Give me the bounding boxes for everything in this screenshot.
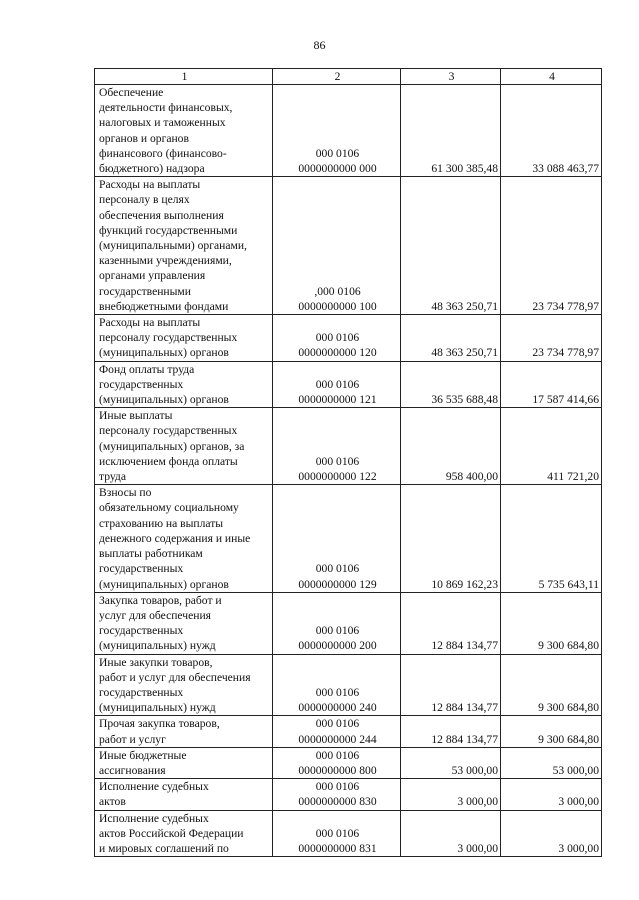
amount-approved: 12 884 134,77 <box>401 592 501 654</box>
amount-executed: 23 734 778,97 <box>501 315 602 362</box>
table-row <box>95 716 602 747</box>
table-row <box>95 408 602 485</box>
amount-approved: 3 000,00 <box>401 810 501 857</box>
amount-approved: 10 869 162,23 <box>401 485 501 592</box>
expense-name: Иные закупки товаров, работ и услуг для обеспечения государственных (муниципальных) нужд <box>95 654 273 716</box>
column-header: 1 <box>95 69 273 85</box>
table-row <box>95 747 602 778</box>
table-header-row <box>95 69 602 85</box>
table-row <box>95 315 602 362</box>
expense-name: Закупка товаров, работ и услуг для обеспечения государственных (муниципальных) нужд <box>95 592 273 654</box>
table-row <box>95 361 602 408</box>
expense-name: Иные выплаты персоналу государственных (муниципальных) органов, за исключением фонда оплаты труда <box>95 408 273 485</box>
amount-executed: 9 300 684,80 <box>501 592 602 654</box>
amount-executed: 411 721,20 <box>501 408 602 485</box>
amount-executed: 3 000,00 <box>501 810 602 857</box>
expense-name: Расходы на выплаты персоналу государственных (муниципальных) органов <box>95 315 273 362</box>
budget-code: 000 0106 0000000000 120 <box>273 315 401 362</box>
amount-executed: 3 000,00 <box>501 779 602 810</box>
amount-executed: 5 735 643,11 <box>501 485 602 592</box>
budget-code: 000 0106 0000000000 830 <box>273 779 401 810</box>
expense-name: Фонд оплаты труда государственных (муниципальных) органов <box>95 361 273 408</box>
amount-executed: 53 000,00 <box>501 747 602 778</box>
column-header: 3 <box>401 69 501 85</box>
table-row <box>95 592 602 654</box>
column-header: 4 <box>501 69 602 85</box>
budget-code: 000 0106 0000000000 240 <box>273 654 401 716</box>
budget-code: 000 0106 0000000000 122 <box>273 408 401 485</box>
table-row <box>95 810 602 857</box>
budget-code: 000 0106 0000000000 831 <box>273 810 401 857</box>
budget-code: ,000 0106 0000000000 100 <box>273 177 401 315</box>
page-number: 86 <box>313 38 326 52</box>
amount-approved: 48 363 250,71 <box>401 177 501 315</box>
amount-executed: 9 300 684,80 <box>501 654 602 716</box>
column-header: 2 <box>273 69 401 85</box>
table-row <box>95 85 602 177</box>
amount-approved: 3 000,00 <box>401 779 501 810</box>
expense-name: Обеспечение деятельности финансовых, налоговых и таможенных органов и органов финансового (финансово- бюджетного) надзора <box>95 85 273 177</box>
amount-executed: 9 300 684,80 <box>501 716 602 747</box>
amount-executed: 17 587 414,66 <box>501 361 602 408</box>
amount-approved: 53 000,00 <box>401 747 501 778</box>
amount-approved: 48 363 250,71 <box>401 315 501 362</box>
table-row <box>95 177 602 315</box>
budget-code: 000 0106 0000000000 244 <box>273 716 401 747</box>
amount-approved: 12 884 134,77 <box>401 654 501 716</box>
amount-approved: 958 400,00 <box>401 408 501 485</box>
amount-approved: 61 300 385,48 <box>401 85 501 177</box>
table-row <box>95 779 602 810</box>
expense-name: Взносы по обязательному социальному страхованию на выплаты денежного содержания и иные выплаты работникам государственных (муниципальных) органов <box>95 485 273 592</box>
budget-code: 000 0106 0000000000 800 <box>273 747 401 778</box>
expense-name: Расходы на выплаты персоналу в целях обеспечения выполнения функций государственными (муниципальными) органами, казенными учреждениями, органами управления государственными внебюджетными фондами <box>95 177 273 315</box>
amount-approved: 36 535 688,48 <box>401 361 501 408</box>
amount-executed: 23 734 778,97 <box>501 177 602 315</box>
budget-code: 000 0106 0000000000 200 <box>273 592 401 654</box>
expense-name: Прочая закупка товаров, работ и услуг <box>95 716 273 747</box>
budget-code: 000 0106 0000000000 000 <box>273 85 401 177</box>
budget-code: 000 0106 0000000000 121 <box>273 361 401 408</box>
amount-approved: 12 884 134,77 <box>401 716 501 747</box>
table-row <box>95 654 602 716</box>
expense-name: Исполнение судебных актов Российской Федерации и мировых соглашений по <box>95 810 273 857</box>
expense-name: Исполнение судебных актов <box>95 779 273 810</box>
amount-executed: 33 088 463,77 <box>501 85 602 177</box>
budget-table <box>94 68 602 857</box>
table-row <box>95 485 602 592</box>
expense-name: Иные бюджетные ассигнования <box>95 747 273 778</box>
budget-code: 000 0106 0000000000 129 <box>273 485 401 592</box>
